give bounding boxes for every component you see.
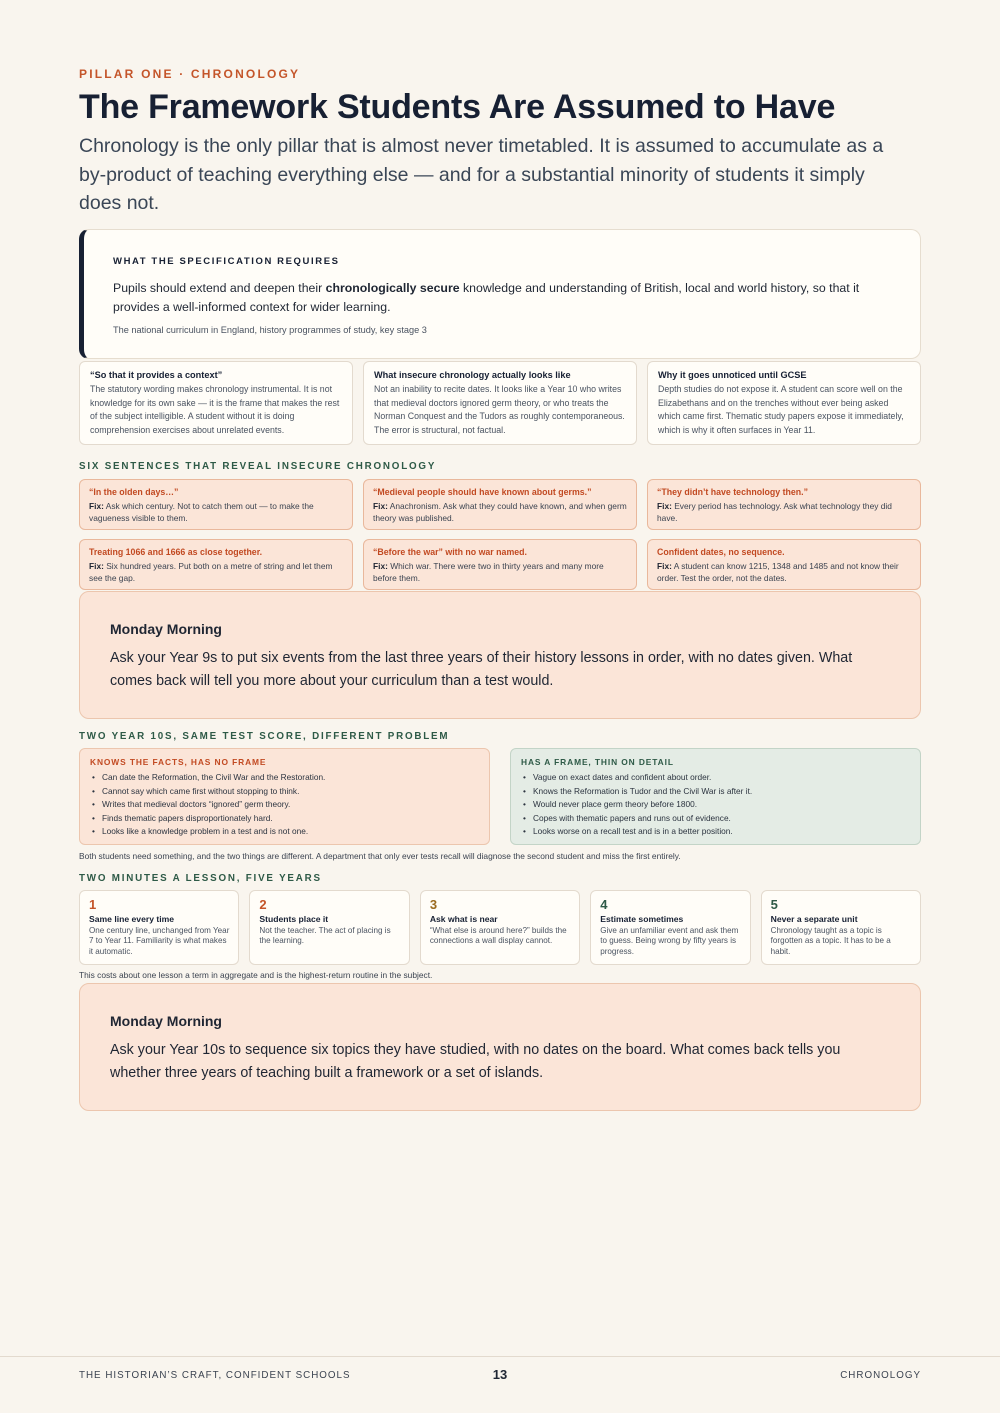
card-title: What insecure chronology actually looks like	[374, 370, 571, 380]
step-title: Same line every time	[89, 914, 175, 924]
sentence-title: “They didn’t have technology then.”	[657, 487, 809, 497]
list-item: • Copes with thematic papers and runs out of evidence.	[521, 812, 910, 826]
card-title: “So that it provides a context”	[90, 370, 223, 380]
sentence-cards-row-1	[79, 479, 921, 530]
step-number: 3	[429, 897, 438, 912]
sentence-fix: Fix: Anachronism. Ask what they could have known, and when germ theory was published.	[373, 501, 627, 524]
card-title: Why it goes unnoticed until GCSE	[658, 370, 807, 380]
sentence-title: Treating 1066 and 1666 as close together.	[89, 547, 263, 557]
comparison-columns	[79, 748, 921, 845]
footer-left: THE HISTORIAN’S CRAFT, CONFIDENT SCHOOLS	[79, 1370, 351, 1381]
list-item: • Writes that medieval doctors “ignored” germ theory.	[90, 798, 479, 812]
context-card	[363, 361, 637, 445]
list-item: • Cannot say which came first without stopping to think.	[90, 785, 479, 799]
step-title: Estimate sometimes	[600, 914, 684, 924]
lede: Chronology is the only pillar that is almost never timetabled. It is assumed to accumulate as a by-product of teaching everything else — and for a substantial minority of students it simply does not.	[79, 135, 884, 214]
sentence-title: “Before the war” with no war named.	[373, 547, 527, 557]
eyebrow: PILLAR ONE · CHRONOLOGY	[79, 67, 301, 81]
sentence-card	[79, 479, 353, 530]
step-number: 2	[259, 897, 267, 912]
sentence-title: Confident dates, no sequence.	[657, 547, 785, 557]
list-item: • Knows the Reformation is Tudor and the Civil War is after it.	[521, 785, 910, 799]
section-label-routine: TWO MINUTES A LESSON, FIVE YEARS	[79, 873, 322, 884]
page-title: The Framework Students Are Assumed to Have	[79, 88, 836, 126]
card-body: Depth studies do not expose it. A student can score well on the Elizabethans and on the trenches without ever being asked which came first. Thematic study papers expose it immediately, which is why it often surfaces in Year 11.	[658, 384, 904, 435]
routine-note: This costs about one lesson a term in aggregate and is the highest-return routine in the subject.	[79, 970, 433, 980]
spec-label: WHAT THE SPECIFICATION REQUIRES	[113, 256, 340, 267]
section-label-comparison: TWO YEAR 10S, SAME TEST SCORE, DIFFERENT PROBLEM	[79, 731, 450, 742]
sentence-fix: Fix: A student can know 1215, 1348 and 1485 and not know their order. Test the order, not the dates.	[657, 561, 899, 584]
step-body: Not the teacher. The act of placing is the learning.	[259, 926, 391, 946]
spec-bold: chronologically secure	[325, 281, 460, 295]
context-card	[79, 361, 353, 445]
list-item: • Vague on exact dates and confident about order.	[521, 771, 910, 785]
list-item: • Looks worse on a recall test and is in a better position.	[521, 825, 910, 839]
routine-step	[761, 890, 921, 965]
monday-title: Monday Morning	[110, 621, 222, 637]
comparison-left-list	[90, 771, 479, 839]
sentence-card	[647, 539, 921, 590]
sentence-cards-row-2	[79, 539, 921, 590]
list-item: • Finds thematic papers disproportionately hard.	[90, 812, 479, 826]
sentence-card	[79, 539, 353, 590]
page-footer	[0, 1356, 1000, 1413]
context-card	[647, 361, 921, 445]
page-number: 13	[492, 1367, 508, 1382]
spec-citation: The national curriculum in England, history programmes of study, key stage 3	[113, 325, 427, 335]
monday-text: Ask your Year 10s to sequence six topics they have studied, with no dates on the board. What comes back tells you whether three years of teaching built a framework or a set of islands.	[110, 1042, 841, 1081]
monday-morning-callout	[79, 591, 921, 719]
card-body: The statutory wording makes chronology instrumental. It is not knowledge for its own sake — it is the frame that makes the rest of the subject intelligible. A student without it is doing comprehension exercises about unrelated events.	[90, 384, 340, 435]
monday-morning-callout	[79, 983, 921, 1111]
step-title: Never a separate unit	[770, 914, 858, 924]
section-label-sentences: SIX SENTENCES THAT REVEAL INSECURE CHRONOLOGY	[79, 461, 437, 472]
sentence-fix: Fix: Which war. There were two in thirty years and many more before them.	[373, 561, 604, 584]
comparison-left	[79, 748, 490, 845]
routine-step	[590, 890, 750, 965]
context-cards	[79, 361, 921, 445]
routine-step	[79, 890, 239, 965]
list-item: • Looks like a knowledge problem in a test and is not one.	[90, 825, 479, 839]
footer-right: CHRONOLOGY	[840, 1370, 921, 1381]
sentence-card	[363, 479, 637, 530]
step-number: 5	[770, 897, 778, 912]
step-title: Ask what is near	[429, 914, 498, 924]
sentence-fix: Fix: Ask which century. Not to catch them out — to make the vagueness visible to them.	[89, 501, 314, 524]
step-title: Students place it	[259, 914, 329, 924]
sentence-title: “In the olden days…”	[89, 487, 179, 497]
specification-callout	[79, 229, 921, 359]
comparison-right-title: HAS A FRAME, THIN ON DETAIL	[521, 757, 674, 767]
routine-step	[249, 890, 409, 965]
comparison-right-list	[521, 771, 910, 839]
step-number: 4	[600, 897, 608, 912]
sentence-card	[647, 479, 921, 530]
sentence-fix: Fix: Six hundred years. Put both on a metre of string and let them see the gap.	[89, 561, 333, 584]
routine-step	[420, 890, 580, 965]
comparison-right	[510, 748, 921, 845]
sentence-title: “Medieval people should have known about germs.”	[373, 487, 592, 497]
step-body: Give an unfamiliar event and ask them to guess. Being wrong by fifty years is progress.	[600, 926, 739, 956]
spec-text: Pupils should extend and deepen their chronologically secure knowledge and understanding of British, local and world history, so that it provides a well-informed context for wider learning.	[113, 281, 860, 314]
step-number: 1	[89, 897, 97, 912]
list-item: • Can date the Reformation, the Civil War and the Restoration.	[90, 771, 479, 785]
step-body: Chronology taught as a topic is forgotten as a topic. It has to be a habit.	[770, 926, 891, 956]
step-body: One century line, unchanged from Year 7 to Year 11. Familiarity is what makes it automatic.	[89, 926, 230, 956]
card-body: Not an inability to recite dates. It looks like a Year 10 who writes that medieval doctors ignored germ theory, or who treats the Norman Conquest and the Tudors as roughly contemporaneous. The error is structural, not factual.	[374, 384, 625, 435]
comparison-left-title: KNOWS THE FACTS, HAS NO FRAME	[90, 757, 267, 767]
monday-title: Monday Morning	[110, 1013, 222, 1029]
list-item: • Would never place germ theory before 1800.	[521, 798, 910, 812]
sentence-card	[363, 539, 637, 590]
step-body: “What else is around here?” builds the connections a wall display cannot.	[429, 926, 567, 946]
monday-text: Ask your Year 9s to put six events from the last three years of their history lessons in order, with no dates given. What comes back will tell you more about your curriculum than a test would.	[110, 650, 853, 689]
routine-steps	[79, 890, 921, 965]
comparison-note: Both students need something, and the two things are different. A department that only ever tests recall will diagnose the second student and miss the first entirely.	[79, 851, 681, 861]
sentence-fix: Fix: Every period has technology. Ask what technology they did have.	[657, 501, 892, 524]
